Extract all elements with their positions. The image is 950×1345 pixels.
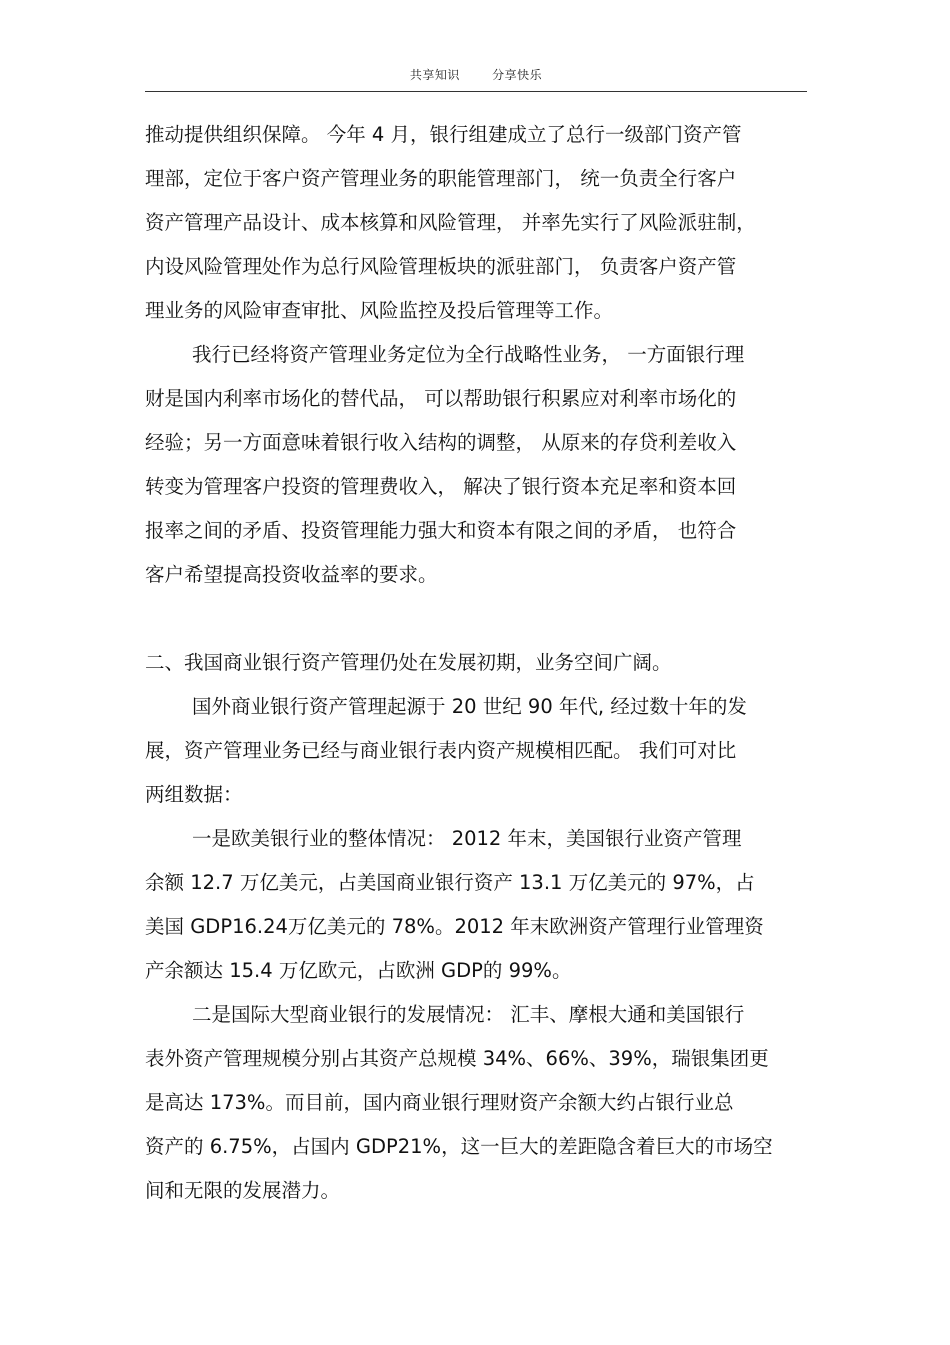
body-line: 余额 12.7 万亿美元，占美国商业银行资产 13.1 万亿美元的 97%，占 — [145, 871, 755, 894]
body-line: 客户希望提高投资收益率的要求。 — [145, 563, 438, 586]
body-line: 经验；另一方面意味着银行收入结构的调整， 从原来的存贷利差收入 — [145, 431, 737, 454]
paragraph-gap — [145, 597, 807, 641]
body-line: 一是欧美银行业的整体情况： 2012 年末，美国银行业资产管理 — [192, 827, 742, 850]
header-left-text: 共享知识 — [409, 68, 460, 82]
body-line: 推动提供组织保障。 今年 4 月，银行组建成立了总行一级部门资产管 — [145, 123, 742, 146]
document-body — [145, 113, 807, 1213]
body-line: 两组数据： — [145, 783, 243, 806]
body-line: 内设风险管理处作为总行风险管理板块的派驻部门， 负责客户资产管 — [145, 255, 737, 278]
body-line: 美国 GDP16.24万亿美元的 78%。2012 年末欧洲资产管理行业管理资 — [145, 915, 764, 938]
header-divider — [145, 91, 807, 92]
body-line: 二是国际大型商业银行的发展情况： 汇丰、摩根大通和美国银行 — [192, 1003, 745, 1026]
body-line: 表外资产管理规模分别占其资产总规模 34%、66%、39%，瑞银集团更 — [145, 1047, 769, 1070]
body-line: 间和无限的发展潜力。 — [145, 1179, 341, 1202]
body-line: 资产管理产品设计、成本核算和风险管理， 并率先实行了风险派驻制， — [145, 211, 756, 234]
body-line: 财是国内利率市场化的替代品， 可以帮助银行积累应对利率市场化的 — [145, 387, 737, 410]
header-right-text: 分享快乐 — [492, 68, 543, 82]
body-line: 国外商业银行资产管理起源于 20 世纪 90 年代, 经过数十年的发 — [192, 695, 747, 718]
body-line: 是高达 173%。而目前，国内商业银行理财资产余额大约占银行业总 — [145, 1091, 734, 1114]
body-line: 转变为管理客户投资的管理费收入， 解决了银行资本充足率和资本回 — [145, 475, 737, 498]
body-line: 理部，定位于客户资产管理业务的职能管理部门， 统一负责全行客户 — [145, 167, 737, 190]
page-header — [145, 66, 807, 83]
body-line: 展，资产管理业务已经与商业银行表内资产规模相匹配。 我们可对比 — [145, 739, 737, 762]
body-line: 资产的 6.75%，占国内 GDP21%，这一巨大的差距隐含着巨大的市场空 — [145, 1135, 773, 1158]
section-heading: 二、我国商业银行资产管理仍处在发展初期，业务空间广阔。 — [145, 651, 672, 674]
body-line: 报率之间的矛盾、投资管理能力强大和资本有限之间的矛盾， 也符合 — [145, 519, 737, 542]
body-line: 我行已经将资产管理业务定位为全行战略性业务， 一方面银行理 — [192, 343, 745, 366]
body-line: 产余额达 15.4 万亿欧元，占欧洲 GDP的 99%。 — [145, 959, 572, 982]
body-line: 理业务的风险审查审批、风险监控及投后管理等工作。 — [145, 299, 614, 322]
